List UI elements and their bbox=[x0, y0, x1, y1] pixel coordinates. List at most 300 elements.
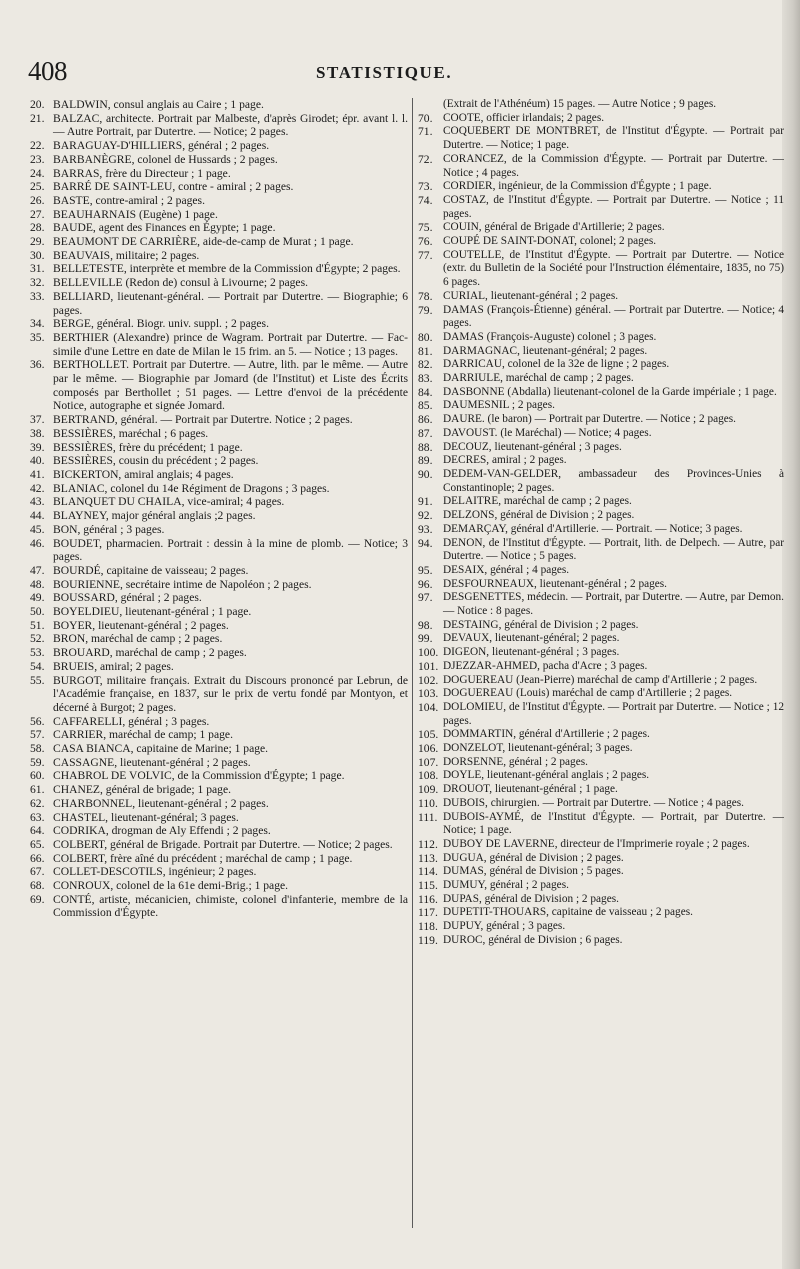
entry-number: 68. bbox=[30, 879, 45, 893]
entry-text: DIGEON, lieutenant-général ; 3 pages. bbox=[443, 646, 620, 659]
entry-text: BEAUHARNAIS (Eugène) 1 page. bbox=[53, 207, 218, 221]
entry-text: BAUDE, agent des Finances en Égypte; 1 page. bbox=[53, 221, 276, 235]
catalog-entry bbox=[418, 372, 784, 386]
entry-text: DAMAS (François-Étienne) général. — Portrait par Dutertre. — Notice; 4 pages. bbox=[443, 303, 784, 330]
entry-number: 21. bbox=[30, 111, 45, 125]
entry-number: 84. bbox=[418, 385, 433, 399]
entry-number: 46. bbox=[30, 536, 45, 550]
page-header bbox=[28, 56, 788, 92]
entry-number: 103. bbox=[418, 687, 439, 701]
entry-number: 24. bbox=[30, 166, 45, 180]
entry-text: DUMUY, général ; 2 pages. bbox=[443, 879, 569, 892]
entry-text: DOGUEREAU (Jean-Pierre) maréchal de camp d'Artillerie ; 2 pages. bbox=[443, 673, 758, 686]
catalog-entry bbox=[418, 454, 784, 468]
entry-number: 91. bbox=[418, 495, 433, 509]
entry-number: 48. bbox=[30, 577, 45, 591]
entry-number: 116. bbox=[418, 892, 438, 906]
left-column bbox=[30, 98, 408, 1238]
entry-text: BERTHIER (Alexandre) prince de Wagram. Portrait par Dutertre. — Fac-simile d'une Lettre en date de Milan le 15 frim. an 5. — Notice ; 13 pages. bbox=[53, 330, 408, 358]
entry-number: 25. bbox=[30, 180, 45, 194]
catalog-entry bbox=[30, 139, 408, 153]
entry-text: DECRES, amiral ; 2 pages. bbox=[443, 454, 567, 467]
entry-number: 77. bbox=[418, 248, 433, 262]
entry-number: 30. bbox=[30, 248, 45, 262]
catalog-entry bbox=[418, 934, 784, 948]
entry-text: BALDWIN, consul anglais au Caire ; 1 page. bbox=[53, 98, 264, 111]
entry-text: BEAUVAIS, militaire; 2 pages. bbox=[53, 248, 200, 262]
entry-number: 54. bbox=[30, 659, 45, 673]
catalog-entry bbox=[30, 783, 408, 797]
entry-text: DONZELOT, lieutenant-général; 3 pages. bbox=[443, 742, 633, 755]
entry-text: CHABROL DE VOLVIC, de la Commission d'Égypte; 1 page. bbox=[53, 769, 345, 783]
catalog-entry bbox=[418, 194, 784, 221]
entry-number: 37. bbox=[30, 413, 45, 427]
entry-text: DARRIULE, maréchal de camp ; 2 pages. bbox=[443, 372, 634, 385]
entry-text: DUROC, général de Division ; 6 pages. bbox=[443, 933, 623, 946]
entry-text: DELZONS, général de Division ; 2 pages. bbox=[443, 509, 635, 522]
catalog-entry bbox=[418, 523, 784, 537]
entry-number: 98. bbox=[418, 618, 433, 632]
entry-number: 76. bbox=[418, 235, 433, 249]
entry-text: CURIAL, lieutenant-général ; 2 pages. bbox=[443, 289, 619, 302]
catalog-entry bbox=[30, 523, 408, 537]
entry-number: 40. bbox=[30, 454, 45, 468]
catalog-entry bbox=[418, 399, 784, 413]
catalog-entry bbox=[30, 153, 408, 167]
entry-number: 89. bbox=[418, 454, 433, 468]
entry-number: 80. bbox=[418, 330, 433, 344]
entry-text: BARAGUAY-D'HILLIERS, général ; 2 pages. bbox=[53, 139, 270, 153]
entry-number: 75. bbox=[418, 221, 433, 235]
entry-number: 52. bbox=[30, 632, 45, 646]
catalog-entry bbox=[418, 783, 784, 797]
entry-number: 39. bbox=[30, 440, 45, 454]
catalog-entry bbox=[30, 482, 408, 496]
entry-number: 61. bbox=[30, 783, 45, 797]
entry-number: 95. bbox=[418, 563, 433, 577]
entry-text: COUIN, général de Brigade d'Artillerie; 2 pages. bbox=[443, 221, 665, 234]
entry-text: DJEZZAR-AHMED, pacha d'Acre ; 3 pages. bbox=[443, 659, 648, 672]
entry-text: BURGOT, militaire français. Extrait du Discours prononcé par Lebrun, de l'Académie française, en 1837, sur le prix de vertu fondé par Montyon, et décerné à Burgot; 2 pages. bbox=[53, 673, 408, 714]
entry-number: 27. bbox=[30, 207, 45, 221]
entry-text: DUGUA, général de Division ; 2 pages. bbox=[443, 851, 624, 864]
entry-text: BOURDÉ, capitaine de vaisseau; 2 pages. bbox=[53, 563, 249, 577]
entry-text: BESSIÈRES, cousin du précédent ; 2 pages. bbox=[53, 454, 259, 468]
entry-number: 90. bbox=[418, 467, 433, 481]
entry-text: BERGE, général. Biogr. univ. suppl. ; 2 pages. bbox=[53, 317, 269, 331]
catalog-entry bbox=[418, 221, 784, 235]
catalog-entry bbox=[418, 564, 784, 578]
catalog-entry bbox=[418, 646, 784, 660]
entry-number: 36. bbox=[30, 358, 45, 372]
entry-number: 93. bbox=[418, 522, 433, 536]
entry-text: DORSENNE, général ; 2 pages. bbox=[443, 755, 588, 768]
catalog-entry bbox=[418, 728, 784, 742]
catalog-entry bbox=[418, 756, 784, 770]
entry-number: 49. bbox=[30, 591, 45, 605]
catalog-entry bbox=[30, 427, 408, 441]
entry-text: DECOUZ, lieutenant-général ; 3 pages. bbox=[443, 440, 622, 453]
catalog-entry bbox=[418, 811, 784, 838]
entry-text: DELAITRE, maréchal de camp ; 2 pages. bbox=[443, 495, 632, 508]
entry-number: 111. bbox=[418, 810, 438, 824]
entry-text: COLBERT, général de Brigade. Portrait par Dutertre. — Notice; 2 pages. bbox=[53, 837, 393, 851]
entry-text: BERTRAND, général. — Portrait par Dutertre. Notice ; 2 pages. bbox=[53, 413, 353, 427]
entry-text: BLANQUET DU CHAILA, vice-amiral; 4 pages. bbox=[53, 495, 285, 509]
catalog-entry bbox=[418, 495, 784, 509]
entry-number: 28. bbox=[30, 221, 45, 235]
entry-text: DUMAS, général de Division ; 5 pages. bbox=[443, 865, 624, 878]
entry-number: 104. bbox=[418, 700, 439, 714]
entry-number: 118. bbox=[418, 920, 438, 934]
entry-number: 66. bbox=[30, 851, 45, 865]
catalog-entry bbox=[418, 578, 784, 592]
entry-text: BESSIÈRES, frère du précédent; 1 page. bbox=[53, 440, 243, 454]
catalog-entry bbox=[418, 674, 784, 688]
entry-text: DAVOUST. (le Maréchal) — Notice; 4 pages. bbox=[443, 426, 652, 439]
entry-text: DAURE. (le baron) — Portrait par Dutertre. — Notice ; 2 pages. bbox=[443, 413, 737, 426]
catalog-entry bbox=[418, 852, 784, 866]
entry-number: 73. bbox=[418, 180, 433, 194]
entry-number: 108. bbox=[418, 769, 439, 783]
entry-number: 110. bbox=[418, 796, 438, 810]
catalog-entry bbox=[30, 468, 408, 482]
entry-number: 92. bbox=[418, 509, 433, 523]
entry-text: COUTELLE, de l'Institut d'Égypte. — Portrait par Dutertre. — Notice (extr. du Bulletin de la Société pour l'Instruction élémentaire, 1835, no 75) 6 pages. bbox=[443, 248, 784, 289]
catalog-entry bbox=[30, 262, 408, 276]
entry-text: DASBONNE (Abdalla) lieutenant-colonel de la Garde impériale ; 1 page. bbox=[443, 385, 777, 398]
entry-number: 114. bbox=[418, 865, 438, 879]
entry-number: 32. bbox=[30, 276, 45, 290]
entry-text: BELLEVILLE (Redon de) consul à Livourne; 2 pages. bbox=[53, 276, 308, 290]
entry-text: DESTAING, général de Division ; 2 pages. bbox=[443, 618, 639, 631]
entry-text: BASTE, contre-amiral ; 2 pages. bbox=[53, 193, 205, 207]
entry-number: 58. bbox=[30, 742, 45, 756]
catalog-entry bbox=[30, 865, 408, 879]
entry-number: 43. bbox=[30, 495, 45, 509]
entry-text: COLLET-DESCOTILS, ingénieur; 2 pages. bbox=[53, 865, 257, 879]
entry-number: 35. bbox=[30, 330, 45, 344]
catalog-entry bbox=[30, 249, 408, 263]
entry-number: 70. bbox=[418, 111, 433, 125]
entry-text: CASSAGNE, lieutenant-général ; 2 pages. bbox=[53, 755, 251, 769]
catalog-entry bbox=[30, 167, 408, 181]
catalog-entry bbox=[30, 358, 408, 413]
catalog-entry bbox=[30, 591, 408, 605]
catalog-entry bbox=[418, 537, 784, 564]
entry-number: 113. bbox=[418, 851, 438, 865]
entry-text: DARMAGNAC, lieutenant-général; 2 pages. bbox=[443, 344, 648, 357]
catalog-entry bbox=[418, 427, 784, 441]
entry-number: 85. bbox=[418, 399, 433, 413]
entry-text: DESAIX, général ; 4 pages. bbox=[443, 563, 570, 576]
entry-number: 60. bbox=[30, 769, 45, 783]
entry-text: COUPÉ DE SAINT-DONAT, colonel; 2 pages. bbox=[443, 235, 657, 248]
entry-number: 44. bbox=[30, 509, 45, 523]
entry-number: 112. bbox=[418, 837, 438, 851]
catalog-entry bbox=[30, 769, 408, 783]
entry-number: 50. bbox=[30, 605, 45, 619]
catalog-entry bbox=[418, 358, 784, 372]
entry-number: 57. bbox=[30, 728, 45, 742]
entry-text: BOUSSARD, général ; 2 pages. bbox=[53, 591, 202, 605]
catalog-entry bbox=[418, 879, 784, 893]
catalog-entry bbox=[30, 646, 408, 660]
entry-number: 72. bbox=[418, 152, 433, 166]
catalog-entry bbox=[418, 386, 784, 400]
catalog-entry bbox=[30, 509, 408, 523]
entry-text: CHANEZ, général de brigade; 1 page. bbox=[53, 783, 232, 797]
entry-number: 34. bbox=[30, 317, 45, 331]
entry-number: 63. bbox=[30, 810, 45, 824]
entry-text: BEAUMONT DE CARRIÈRE, aide-de-camp de Murat ; 1 page. bbox=[53, 235, 354, 249]
entry-text: BON, général ; 3 pages. bbox=[53, 522, 165, 536]
catalog-entry bbox=[30, 811, 408, 825]
entry-text: DUPUY, général ; 3 pages. bbox=[443, 920, 566, 933]
entry-number: 33. bbox=[30, 289, 45, 303]
catalog-entry bbox=[30, 756, 408, 770]
entry-text: BOYER, lieutenant-général ; 2 pages. bbox=[53, 618, 229, 632]
entry-text: BRON, maréchal de camp ; 2 pages. bbox=[53, 632, 223, 646]
entry-number: 87. bbox=[418, 426, 433, 440]
catalog-entry bbox=[30, 838, 408, 852]
entry-text: DAMAS (François-Auguste) colonel ; 3 pages. bbox=[443, 330, 657, 343]
entry-number: 102. bbox=[418, 673, 439, 687]
catalog-entry bbox=[30, 605, 408, 619]
entry-text: DUBOIS, chirurgien. — Portrait par Dutertre. — Notice ; 4 pages. bbox=[443, 796, 744, 809]
entry-text: COOTE, officier irlandais; 2 pages. bbox=[443, 111, 605, 124]
entry-text: DUPAS, général de Division ; 2 pages. bbox=[443, 892, 619, 905]
entry-number: 101. bbox=[418, 659, 439, 673]
entry-number: 56. bbox=[30, 714, 45, 728]
entry-text: CHASTEL, lieutenant-général; 3 pages. bbox=[53, 810, 239, 824]
catalog-entry bbox=[418, 632, 784, 646]
entry-text: BESSIÈRES, maréchal ; 6 pages. bbox=[53, 426, 209, 440]
catalog-entry bbox=[418, 769, 784, 783]
entry-number: 81. bbox=[418, 344, 433, 358]
catalog-entry bbox=[30, 454, 408, 468]
entry-number: 79. bbox=[418, 303, 433, 317]
entry-text: BARBANÈGRE, colonel de Hussards ; 2 pages. bbox=[53, 152, 278, 166]
entry-number: 45. bbox=[30, 522, 45, 536]
entry-text: BRUEIS, amiral; 2 pages. bbox=[53, 659, 174, 673]
entry-number: 119. bbox=[418, 933, 438, 947]
entry-number: 105. bbox=[418, 728, 439, 742]
entry-number: 88. bbox=[418, 440, 433, 454]
entry-text: CARRIER, maréchal de camp; 1 page. bbox=[53, 728, 233, 742]
entry-number: 41. bbox=[30, 467, 45, 481]
catalog-entry bbox=[30, 290, 408, 317]
entry-text: BERTHOLLET. Portrait par Dutertre. — Autre, lith. par le même. — Autre par le même. — Biographie par Jomard (de l'Institut) et Liste des Écrits composés par Berthollet ; 51 pages. — Lettre d'envoi de la précédente Notice, autographe et signée Jomard. bbox=[53, 358, 408, 413]
entry-text: DESFOURNEAUX, lieutenant-général ; 2 pages. bbox=[443, 577, 668, 590]
catalog-entry bbox=[418, 591, 784, 618]
entry-text: BLANIAC, colonel du 14e Régiment de Dragons ; 3 pages. bbox=[53, 481, 330, 495]
running-title: STATISTIQUE. bbox=[316, 63, 453, 82]
catalog-entry bbox=[418, 687, 784, 701]
entry-number: 86. bbox=[418, 413, 433, 427]
catalog-entry bbox=[418, 304, 784, 331]
entry-number: 22. bbox=[30, 139, 45, 153]
catalog-entry bbox=[418, 893, 784, 907]
entry-text: DROUOT, lieutenant-général ; 1 page. bbox=[443, 783, 618, 796]
catalog-entry bbox=[418, 413, 784, 427]
entry-number: 62. bbox=[30, 796, 45, 810]
entry-number: 115. bbox=[418, 879, 438, 893]
entry-number: 99. bbox=[418, 632, 433, 646]
entry-text: DEVAUX, lieutenant-général; 2 pages. bbox=[443, 632, 620, 645]
entry-text: BARRAS, frère du Directeur ; 1 page. bbox=[53, 166, 231, 180]
catalog-entry bbox=[418, 345, 784, 359]
catalog-entry bbox=[30, 413, 408, 427]
entry-number: 71. bbox=[418, 125, 433, 139]
catalog-entry bbox=[418, 509, 784, 523]
entry-text: BICKERTON, amiral anglais; 4 pages. bbox=[53, 467, 234, 481]
entry-text: COLBERT, frère aîné du précédent ; maréchal de camp ; 1 page. bbox=[53, 851, 353, 865]
page-edge-shadow bbox=[782, 0, 800, 1269]
entry-text: BLAYNEY, major général anglais ;2 pages. bbox=[53, 509, 256, 523]
catalog-entry bbox=[30, 578, 408, 592]
catalog-entry bbox=[418, 619, 784, 633]
catalog-entry bbox=[30, 180, 408, 194]
entry-text: BALZAC, architecte. Portrait par Malbeste, d'après Girodet; épr. avant l. l. — Autre Portrait, par Dutertre. — Notice; 2 pages. bbox=[53, 111, 408, 139]
entry-text: COSTAZ, de l'Institut d'Égypte. — Portrait par Dutertre. — Notice ; 11 pages. bbox=[443, 193, 784, 220]
entry-text: DARRICAU, colonel de la 32e de ligne ; 2 pages. bbox=[443, 358, 670, 371]
entry-text: BELLETESTE, interprète et membre de la Commission d'Égypte; 2 pages. bbox=[53, 262, 401, 276]
entry-number: 97. bbox=[418, 591, 433, 605]
entry-text: BARRÉ DE SAINT-LEU, contre - amiral ; 2 pages. bbox=[53, 180, 294, 194]
entry-text: DOYLE, lieutenant-général anglais ; 2 pages. bbox=[443, 769, 650, 782]
catalog-entry bbox=[30, 619, 408, 633]
entry-text: DEDEM-VAN-GELDER, ambassadeur des Provinces-Unies à Constantinople; 2 pages. bbox=[443, 467, 784, 494]
catalog-entry bbox=[30, 674, 408, 715]
catalog-entry bbox=[30, 276, 408, 290]
entry-text: DUBOY DE LAVERNE, directeur de l'Imprimerie royale ; 2 pages. bbox=[443, 837, 750, 850]
catalog-entry bbox=[30, 715, 408, 729]
entry-text: DOGUEREAU (Louis) maréchal de camp d'Artillerie ; 2 pages. bbox=[443, 687, 733, 700]
entry-number: 31. bbox=[30, 262, 45, 276]
catalog-entry bbox=[30, 893, 408, 920]
catalog-entry bbox=[30, 441, 408, 455]
catalog-entry bbox=[30, 235, 408, 249]
catalog-entry bbox=[418, 797, 784, 811]
catalog-entry bbox=[418, 865, 784, 879]
catalog-entry bbox=[418, 98, 784, 112]
page-number: 408 bbox=[28, 56, 67, 86]
entry-text: BOUDET, pharmacien. Portrait : dessin à la mine de plomb. — Notice; 3 pages. bbox=[53, 536, 408, 564]
entry-number: 96. bbox=[418, 577, 433, 591]
catalog-entry bbox=[418, 701, 784, 728]
catalog-entry bbox=[418, 180, 784, 194]
catalog-entry bbox=[30, 742, 408, 756]
entry-number: 100. bbox=[418, 646, 439, 660]
catalog-entry bbox=[30, 537, 408, 564]
entry-text: DOMMARTIN, général d'Artillerie ; 2 pages. bbox=[443, 728, 650, 741]
entry-text: DESGENETTES, médecin. — Portrait, par Dutertre. — Autre, par Demon. — Notice : 8 pages. bbox=[443, 591, 784, 618]
catalog-entry bbox=[30, 632, 408, 646]
entry-number: 29. bbox=[30, 235, 45, 249]
catalog-entry bbox=[30, 660, 408, 674]
catalog-entry bbox=[418, 660, 784, 674]
entry-text: BOYELDIEU, lieutenant-général ; 1 page. bbox=[53, 605, 252, 619]
entry-number: 106. bbox=[418, 742, 439, 756]
entry-text: CAFFARELLI, général ; 3 pages. bbox=[53, 714, 210, 728]
catalog-entry bbox=[418, 153, 784, 180]
catalog-entry bbox=[30, 824, 408, 838]
catalog-entry bbox=[418, 906, 784, 920]
catalog-entry bbox=[30, 728, 408, 742]
right-column bbox=[418, 98, 784, 1238]
catalog-entry bbox=[30, 194, 408, 208]
entry-text: COQUEBERT DE MONTBRET, de l'Institut d'Égypte. — Portrait par Dutertre. — Notice; 1 page. bbox=[443, 125, 784, 152]
catalog-entry bbox=[418, 468, 784, 495]
entry-text: CASA BIANCA, capitaine de Marine; 1 page. bbox=[53, 742, 269, 756]
entry-number: 74. bbox=[418, 193, 433, 207]
entry-text: BOURIENNE, secrétaire intime de Napoléon ; 2 pages. bbox=[53, 577, 312, 591]
entry-number: 65. bbox=[30, 837, 45, 851]
catalog-entry bbox=[418, 920, 784, 934]
entry-text: DENON, de l'Institut d'Égypte. — Portrait, lith. de Delpech. — Autre, par Dutertre. — Notice ; 5 pages. bbox=[443, 536, 784, 563]
entry-number: 69. bbox=[30, 892, 45, 906]
entry-number: 83. bbox=[418, 372, 433, 386]
entry-text: CORDIER, ingénieur, de la Commission d'Égypte ; 1 page. bbox=[443, 180, 712, 193]
catalog-entry bbox=[30, 221, 408, 235]
catalog-entry bbox=[418, 125, 784, 152]
entry-number: 59. bbox=[30, 755, 45, 769]
entry-text: CORANCEZ, de la Commission d'Égypte. — Portrait par Dutertre. — Notice ; 4 pages. bbox=[443, 152, 784, 179]
entry-number: 23. bbox=[30, 152, 45, 166]
entry-number: 47. bbox=[30, 563, 45, 577]
entry-text: DAUMESNIL ; 2 pages. bbox=[443, 399, 555, 412]
entry-text: CODRIKA, drogman de Aly Effendi ; 2 pages. bbox=[53, 824, 271, 838]
entry-number: 64. bbox=[30, 824, 45, 838]
entry-number: 38. bbox=[30, 426, 45, 440]
catalog-entry bbox=[418, 235, 784, 249]
entry-text: CHARBONNEL, lieutenant-général ; 2 pages. bbox=[53, 796, 269, 810]
entry-number: 107. bbox=[418, 755, 439, 769]
entry-number: 55. bbox=[30, 673, 45, 687]
entry-number: 53. bbox=[30, 646, 45, 660]
column-divider bbox=[412, 98, 413, 1228]
entry-number: 82. bbox=[418, 358, 433, 372]
entry-text: DEMARÇAY, général d'Artillerie. — Portrait. — Notice; 3 pages. bbox=[443, 522, 743, 535]
entry-number: 51. bbox=[30, 618, 45, 632]
catalog-entry bbox=[418, 249, 784, 290]
catalog-entry bbox=[418, 290, 784, 304]
entry-number: 26. bbox=[30, 193, 45, 207]
catalog-entry bbox=[418, 742, 784, 756]
entry-number: 67. bbox=[30, 865, 45, 879]
catalog-entry bbox=[30, 797, 408, 811]
catalog-entry bbox=[30, 495, 408, 509]
entry-text: DOLOMIEU, de l'Institut d'Égypte. — Portrait par Dutertre. — Notice ; 12 pages. bbox=[443, 700, 784, 727]
catalog-entry bbox=[30, 852, 408, 866]
entry-number: 20. bbox=[30, 98, 45, 111]
catalog-entry bbox=[418, 441, 784, 455]
catalog-entry bbox=[30, 331, 408, 358]
catalog-entry bbox=[30, 317, 408, 331]
entry-text: BROUARD, maréchal de camp ; 2 pages. bbox=[53, 646, 247, 660]
entry-number: 78. bbox=[418, 289, 433, 303]
entry-text: DUBOIS-AYMÉ, de l'Institut d'Égypte. — Portrait, par Dutertre. — Notice; 1 page. bbox=[443, 810, 784, 837]
entry-text: (Extrait de l'Athénéum) 15 pages. — Autre Notice ; 9 pages. bbox=[443, 98, 717, 110]
catalog-entry bbox=[30, 98, 408, 112]
catalog-entry bbox=[30, 879, 408, 893]
entry-text: DUPETIT-THOUARS, capitaine de vaisseau ; 2 pages. bbox=[443, 906, 693, 919]
entry-number: 94. bbox=[418, 536, 433, 550]
catalog-entry bbox=[30, 208, 408, 222]
catalog-entry bbox=[418, 331, 784, 345]
entry-text: CONTÉ, artiste, mécanicien, chimiste, colonel d'infanterie, membre de la Commission d'Égypte. bbox=[53, 892, 408, 920]
